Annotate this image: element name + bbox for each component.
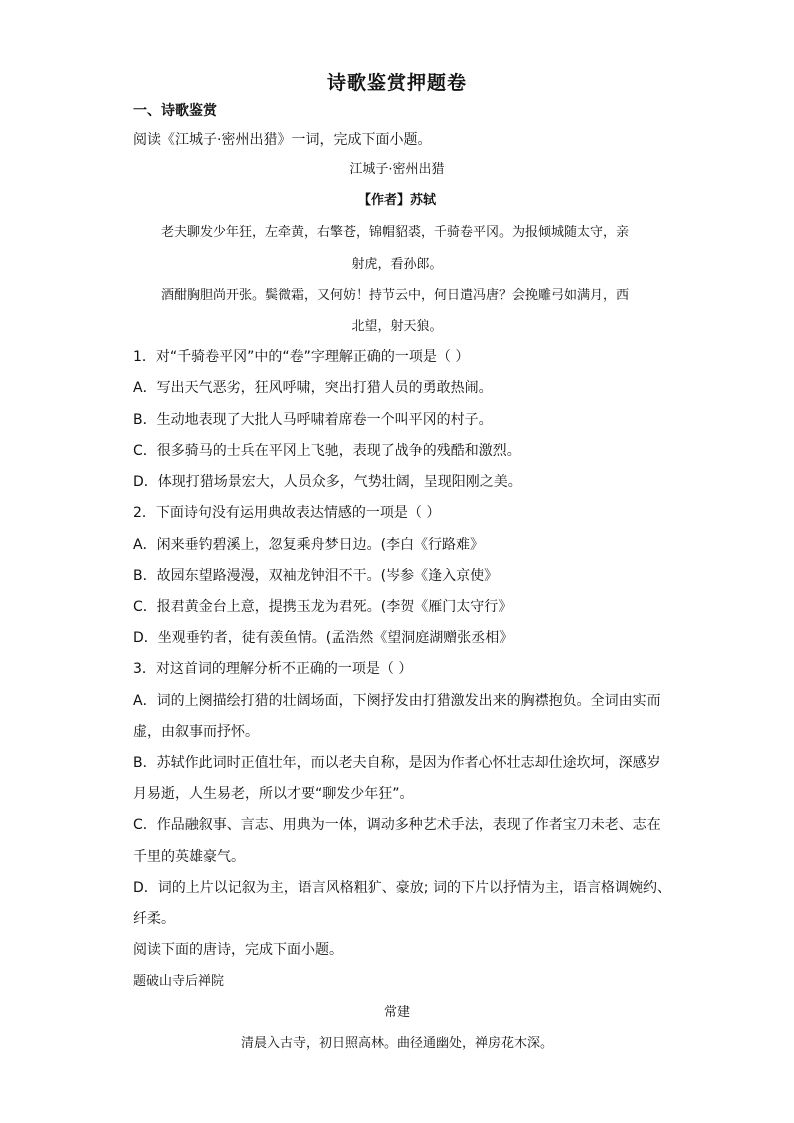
question-2-option-c: C．报君黄金台上意，提携玉龙为君死。(李贺《雁门太守行》 — [133, 599, 513, 615]
question-2-option-b: B．故园东望路漫漫，双袖龙钟泪不干。(岑参《逢入京使》 — [133, 568, 499, 584]
question-1-option-a: A．写出天气恶劣，狂风呼啸，突出打猎人员的勇敢热闹。 — [133, 380, 493, 396]
question-3-option-d-cont: 纤柔。 — [133, 911, 175, 927]
question-3-option-a-cont: 虚，由叙事而抒怀。 — [133, 724, 259, 740]
reading-instruction: 阅读下面的唐诗，完成下面小题。 — [133, 942, 343, 958]
section-heading: 一、诗歌鉴赏 — [133, 103, 217, 119]
question-1-stem: 1．对“千骑卷平冈”中的“卷”字理解正确的一项是（ ） — [133, 349, 470, 365]
question-1-option-b: B．生动地表现了大批人马呼啸着席卷一个叫平冈的村子。 — [133, 412, 493, 428]
poem-line: 酒酣胸胆尚开张。鬓微霜，又何妨！持节云中，何日遣冯唐？会挽雕弓如满月，西 — [161, 288, 630, 303]
question-1-option-d: D．体现打猎场景宏大，人员众多，气势壮阔，呈现阳刚之美。 — [133, 474, 522, 490]
question-1-option-c: C．很多骑马的士兵在平冈上飞驰，表现了战争的残酷和激烈。 — [133, 443, 521, 459]
page-title: 诗歌鉴赏押题卷 — [326, 72, 467, 94]
poem-title: 题破山寺后禅院 — [133, 974, 225, 989]
poem-line: 清晨入古寺，初日照高林。曲径通幽处，禅房花木深。 — [240, 1036, 553, 1051]
poem-line: 北望，射天狼。 — [351, 319, 443, 334]
question-3-option-a: A．词的上阕描绘打猎的壮阔场面，下阕抒发由打猎激发出来的胸襟抱负。全词由实而 — [133, 693, 661, 709]
question-3-option-b: B．苏轼作此词时正值壮年，而以老夫自称，是因为作者心怀壮志却仕途坎坷，深感岁 — [133, 755, 661, 771]
poem-line: 射虎，看孙郎。 — [351, 257, 443, 272]
poem-title: 江城子·密州出猎 — [349, 162, 445, 177]
poem-author: 【作者】苏轼 — [357, 193, 436, 208]
poem-author: 常建 — [383, 1005, 410, 1020]
question-3-stem: 3．对这首词的理解分析不正确的一项是（ ） — [133, 661, 413, 677]
question-3-option-d: D．词的上片以记叙为主，语言风格粗犷、豪放; 词的下片以抒情为主，语言格调婉约、 — [133, 880, 671, 896]
poem-line: 老夫聊发少年狂，左牵黄，右擎苍，锦帽貂裘，千骑卷平冈。为报倾城随太守，亲 — [161, 225, 630, 240]
reading-instruction: 阅读《江城子·密州出猎》一词，完成下面小题。 — [133, 132, 432, 148]
question-3-option-c-cont: 千里的英雄豪气。 — [133, 849, 245, 865]
question-3-option-c: C．作品融叙事、言志、用典为一体，调动多种艺术手法，表现了作者宝刀未老、志在 — [133, 817, 661, 833]
question-2-option-a: A．闲来垂钓碧溪上，忽复乘舟梦日边。(李白《行路难》 — [133, 537, 485, 553]
question-2-stem: 2．下面诗句没有运用典故表达情感的一项是（ ） — [133, 505, 441, 521]
question-3-option-b-cont: 月易逝，人生易老，所以才要“聊发少年狂”。 — [133, 786, 414, 802]
question-2-option-d: D．坐观垂钓者，徒有羡鱼情。(孟浩然《望洞庭湖赠张丞相》 — [133, 630, 514, 646]
